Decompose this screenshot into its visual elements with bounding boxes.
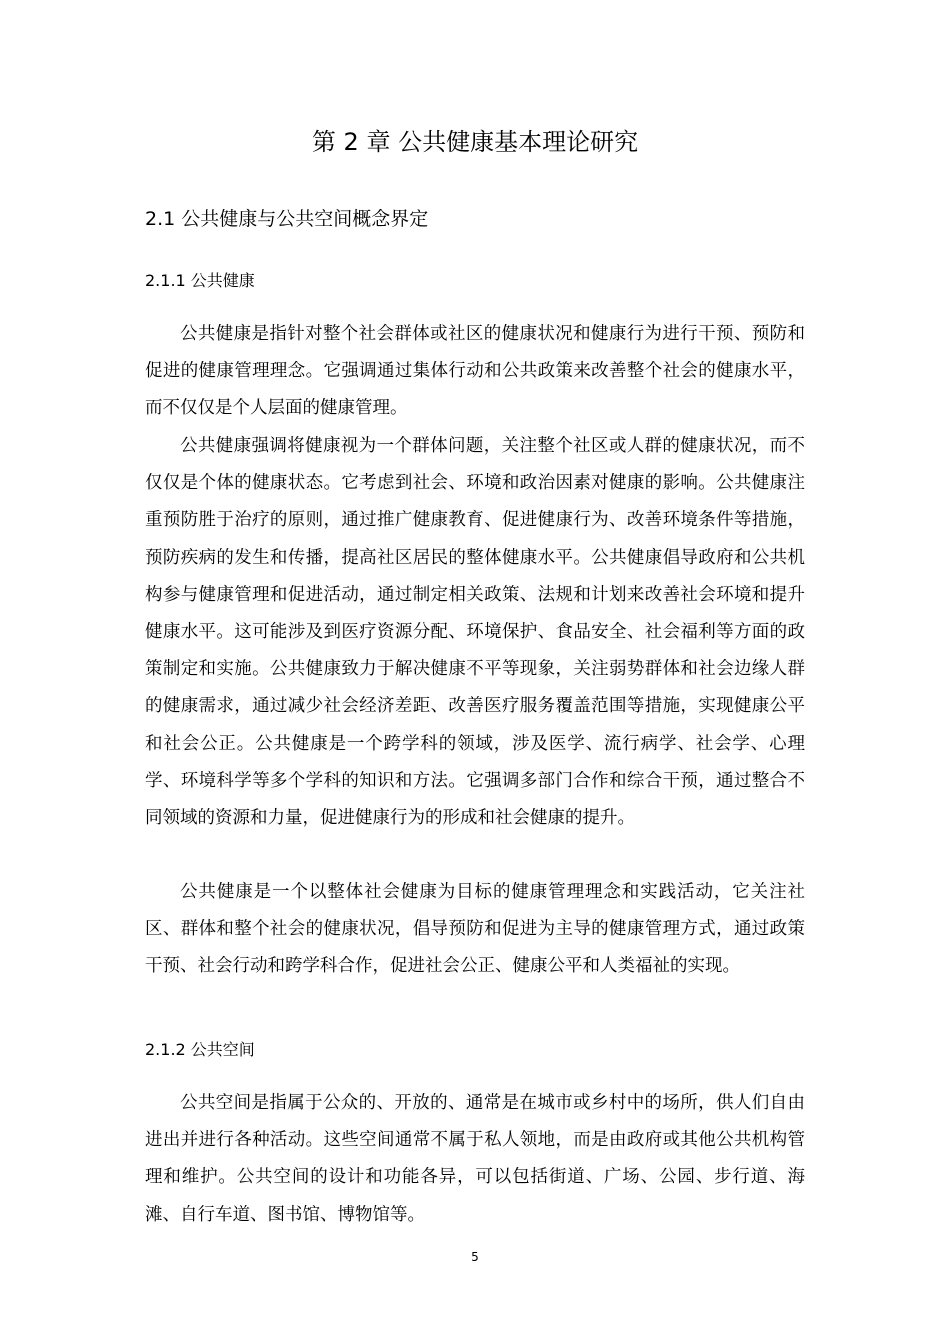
page-number: 5 — [471, 1250, 479, 1264]
chapter-title: 第 2 章 公共健康基本理论研究 — [311, 128, 639, 156]
paragraph-public-health-summary: 公共健康是一个以整体社会健康为目标的健康管理理念和实践活动，它关注社区、群体和整个社会的健康状况，倡导预防和促进为主导的健康管理方式，通过政策干预、社会行动和跨学科合作，促进社会公正、健康公平和人类福祉的实现。 — [145, 882, 805, 977]
paragraph-public-space-definition: 公共空间是指属于公众的、开放的、通常是在城市或乡村中的场所，供人们自由进出并进行各种活动。这些空间通常不属于私人领地，而是由政府或其他公共机构管理和维护。公共空间的设计和功能各异，可以包括街道、广场、公园、步行道、海滩、自行车道、图书馆、博物馆等。 — [145, 1093, 805, 1225]
subsection-title-public-space: 2.1.2 公共空间 — [145, 1040, 255, 1059]
section-title: 2.1 公共健康与公共空间概念界定 — [145, 208, 429, 230]
subsection-title-public-health: 2.1.1 公共健康 — [145, 271, 255, 290]
paragraph-public-health-definition: 公共健康是指针对整个社会群体或社区的健康状况和健康行为进行干预、预防和促进的健康管理理念。它强调通过集体行动和公共政策来改善整个社会的健康水平，而不仅仅是个人层面的健康管理。 — [145, 324, 805, 419]
paragraph-public-health-features: 公共健康强调将健康视为一个群体问题，关注整个社区或人群的健康状况，而不仅仅是个体的健康状态。它考虑到社会、环境和政治因素对健康的影响。公共健康注重预防胜于治疗的原则，通过推广健康教育、促进健康行为、改善环境条件等措施，预防疾病的发生和传播，提高社区居民的整体健康水平。公共健康倡导政府和公共机构参与健康管理和促进活动，通过制定相关政策、法规和计划来改善社会环境和提升健康水平。这可能涉及到医疗资源分配、环境保护、食品安全、社会福利等方面的政策制定和实施。公共健康致力于解决健康不平等现象，关注弱势群体和社会边缘人群的健康需求，通过减少社会经济差距、改善医疗服务覆盖范围等措施，实现健康公平和社会公正。公共健康是一个跨学科的领域，涉及医学、流行病学、社会学、心理学、环境科学等多个学科的知识和方法。它强调多部门合作和综合干预，通过整合不同领域的资源和力量，促进健康行为的形成和社会健康的提升。 — [145, 436, 805, 829]
